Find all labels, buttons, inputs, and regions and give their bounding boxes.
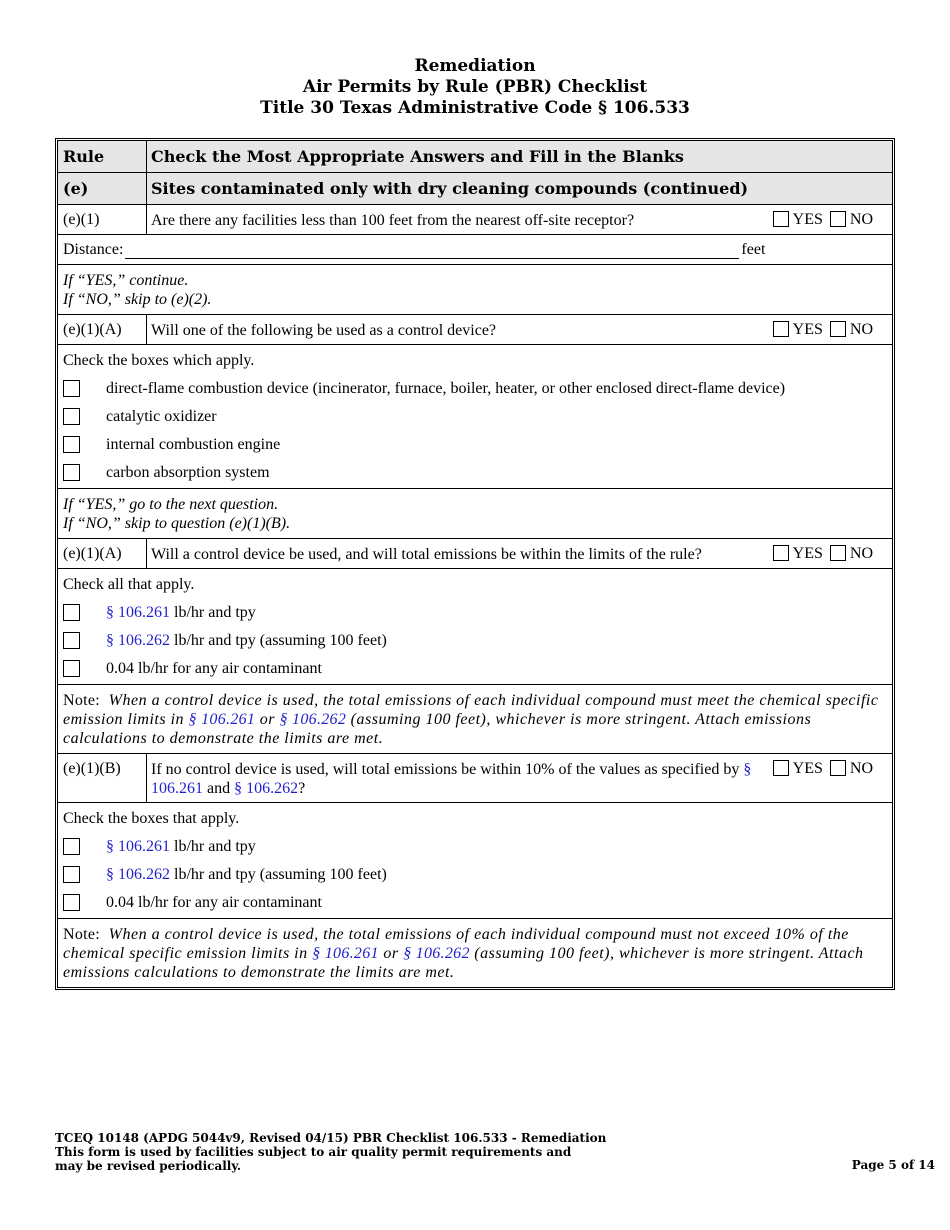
note-text: or (378, 945, 404, 962)
footer-form-id: TCEQ 10148 (APDG 5044v9, Revised 04/15) PBR Checklist 106.533 - Remediation (55, 1131, 607, 1145)
checkbox-label: lb/hr and tpy (assuming 100 feet) (170, 866, 387, 883)
question-rule: (e)(1) (58, 205, 147, 234)
checkbox[interactable] (63, 838, 80, 855)
rule-link-106-262[interactable]: § 106.262 (106, 632, 170, 649)
page-footer (55, 1131, 895, 1173)
checkbox[interactable] (63, 660, 80, 677)
yes-no-group (773, 211, 888, 230)
yes-checkbox[interactable] (773, 211, 789, 227)
checkbox[interactable] (63, 632, 80, 649)
rule-link-106-261[interactable]: § 106.261 (188, 711, 256, 728)
question-rule: (e)(1)(A) (58, 315, 147, 344)
limits-checklist-1 (58, 569, 892, 685)
checkbox-label: catalytic oxidizer (106, 408, 217, 425)
question-rule: (e)(1)(B) (58, 754, 147, 802)
checkbox[interactable] (63, 408, 80, 425)
question-text: Are there any facilities less than 100 feet from the nearest off-site receptor? (151, 212, 635, 229)
rule-link-106-262[interactable]: § 106.262 (106, 866, 170, 883)
checkbox[interactable] (63, 866, 80, 883)
yes-checkbox[interactable] (773, 321, 789, 337)
note-text: When a control device is used, the total emissions of each individual compound must not exceed 10% of the chemical specific emission limits in (63, 926, 849, 962)
no-checkbox[interactable] (830, 321, 846, 337)
question-rule: (e)(1)(A) (58, 539, 147, 568)
instruction-row-2 (58, 489, 892, 539)
document-title (0, 56, 950, 119)
page-number: Page 5 of 14 (851, 1158, 935, 1172)
no-label: NO (849, 760, 873, 777)
checkbox[interactable] (63, 464, 80, 481)
section-rule: (e) (58, 173, 147, 204)
distance-label: Distance: (63, 241, 124, 258)
question-text: If no control device is used, will total emissions be within 10% of the values as specified by § 106.261 and § 106.262? (151, 761, 752, 797)
yes-no-group (773, 760, 888, 798)
list-item (63, 631, 888, 650)
checkbox-label: internal combustion engine (106, 436, 281, 453)
note-text: (assuming 100 feet), whichever is more stringent. Attach emissions calculations to demonstrate the limits are met. (63, 711, 812, 747)
yes-label: YES (792, 211, 823, 228)
rule-link-106-261[interactable]: § 106.261 (312, 945, 379, 962)
note-prefix: Note: (63, 692, 109, 709)
footer-notice-1: This form is used by facilities subject to air quality permit requirements and (55, 1145, 572, 1159)
yes-no-group (773, 545, 888, 564)
checklist-intro: Check all that apply. (63, 576, 195, 593)
checkbox-label: lb/hr and tpy (170, 838, 256, 855)
rule-link-106-261[interactable]: § 106.261 (151, 761, 752, 797)
list-item (63, 893, 888, 912)
checkbox-label: lb/hr and tpy (assuming 100 feet) (170, 632, 387, 649)
checkbox-label: direct-flame combustion device (incinerator, furnace, boiler, heater, or other enclosed direct-flame device) (106, 380, 786, 397)
note-prefix: Note: (63, 926, 109, 943)
note-text: When a control device is used, the total emissions of each individual compound must meet the chemical specific emission limits in (63, 692, 879, 728)
checkbox-label: 0.04 lb/hr for any air contaminant (106, 894, 322, 911)
checkbox[interactable] (63, 436, 80, 453)
yes-no-group (773, 321, 888, 340)
distance-field[interactable] (125, 244, 739, 259)
question-e1a-row (58, 315, 892, 345)
distance-row (58, 235, 892, 265)
checkbox[interactable] (63, 894, 80, 911)
no-label: NO (849, 211, 873, 228)
question-text: Will one of the following be used as a control device? (151, 322, 497, 339)
title-line-1: Remediation (414, 56, 536, 76)
list-item (63, 659, 888, 678)
question-e1a-limits-row (58, 539, 892, 569)
no-label: NO (849, 545, 873, 562)
yes-label: YES (792, 321, 823, 338)
question-e1b-row (58, 754, 892, 803)
instruction-row-1 (58, 265, 892, 315)
title-line-2: Air Permits by Rule (PBR) Checklist (302, 77, 648, 97)
rule-link-106-262[interactable]: § 106.262 (234, 780, 299, 797)
footer-notice-2: may be revised periodically. (55, 1159, 242, 1173)
rule-link-106-262[interactable]: § 106.262 (279, 711, 347, 728)
no-checkbox[interactable] (830, 760, 846, 776)
header-rule: Rule (58, 141, 147, 172)
question-text: Will a control device be used, and will total emissions be within the limits of the rule? (151, 546, 702, 563)
instruction-no: If “NO,” skip to question (e)(1)(B). (63, 515, 291, 532)
instruction-yes: If “YES,” continue. (63, 272, 189, 289)
list-item (63, 379, 888, 398)
checklist-intro: Check the boxes that apply. (63, 810, 240, 827)
rule-link-106-261[interactable]: § 106.261 (106, 604, 170, 621)
header-instruction: Check the Most Appropriate Answers and Fill in the Blanks (151, 147, 684, 166)
note-row-2 (58, 919, 892, 987)
checkbox[interactable] (63, 604, 80, 621)
note-row-1 (58, 685, 892, 754)
checkbox[interactable] (63, 380, 80, 397)
no-checkbox[interactable] (830, 211, 846, 227)
yes-label: YES (792, 760, 823, 777)
yes-label: YES (792, 545, 823, 562)
no-checkbox[interactable] (830, 545, 846, 561)
instruction-yes: If “YES,” go to the next question. (63, 496, 279, 513)
control-device-checklist (58, 345, 892, 489)
list-item (63, 463, 888, 482)
rule-link-106-262[interactable]: § 106.262 (403, 945, 470, 962)
yes-checkbox[interactable] (773, 545, 789, 561)
limits-checklist-2 (58, 803, 892, 919)
checklist-table (55, 138, 895, 990)
checkbox-label: 0.04 lb/hr for any air contaminant (106, 660, 322, 677)
title-line-3: Title 30 Texas Administrative Code § 106.533 (260, 98, 690, 118)
question-e1-row (58, 205, 892, 235)
table-header-row (58, 141, 892, 173)
rule-link-106-261[interactable]: § 106.261 (106, 838, 170, 855)
checkbox-label: carbon absorption system (106, 464, 270, 481)
section-header-row (58, 173, 892, 205)
note-text: or (255, 711, 280, 728)
section-title: Sites contaminated only with dry cleaning compounds (continued) (151, 179, 749, 198)
checkbox-label: lb/hr and tpy (170, 604, 256, 621)
yes-checkbox[interactable] (773, 760, 789, 776)
checklist-intro: Check the boxes which apply. (63, 352, 255, 369)
list-item (63, 837, 888, 856)
distance-unit: feet (741, 241, 766, 258)
list-item (63, 407, 888, 426)
list-item (63, 603, 888, 622)
list-item (63, 865, 888, 884)
note-text: (assuming 100 feet), whichever is more stringent. Attach emissions calculations to demonstrate the limits are met. (63, 945, 864, 981)
list-item (63, 435, 888, 454)
instruction-no: If “NO,” skip to (e)(2). (63, 291, 212, 308)
no-label: NO (849, 321, 873, 338)
